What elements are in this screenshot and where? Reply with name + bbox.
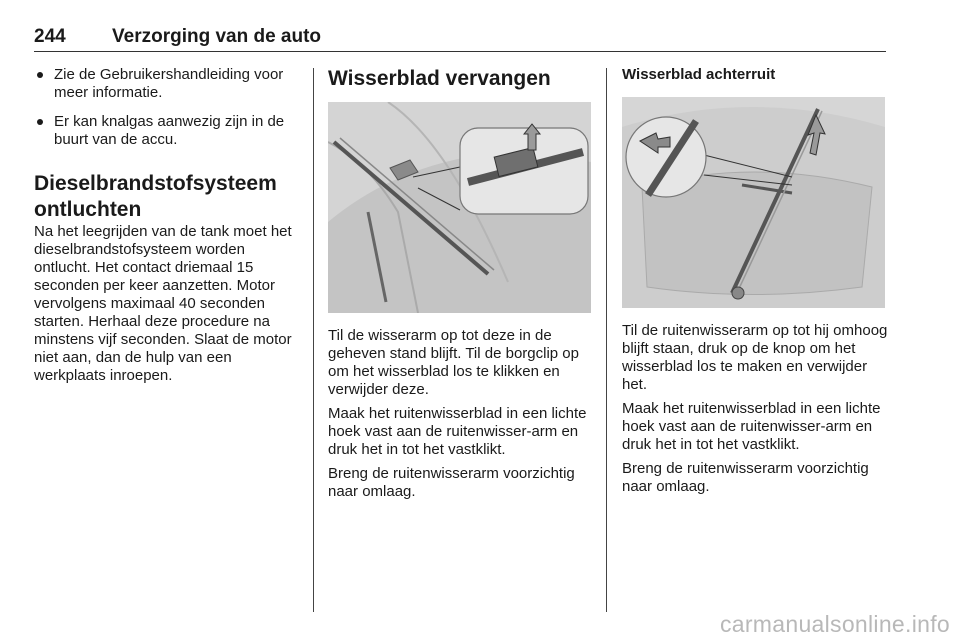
column-middle (328, 66, 594, 507)
instruction-paragraph: Maak het ruitenwisserblad in een lichte hoek vast aan de ruitenwisser-arm en druk het in tot het vastklikt. (328, 405, 587, 458)
page-number: 244 (34, 26, 66, 47)
instruction-paragraph: Til de wisserarm op tot deze in de geheven stand blijft. Til de borgclip op om het wisserblad los te klikken en verwijder deze. (328, 327, 579, 398)
bullet-item: Zie de Gebruikershandleiding voor meer informatie. (34, 66, 300, 102)
instruction-paragraph: Breng de ruitenwisserarm voorzichtig naar omlaag. (622, 460, 869, 495)
section-paragraph: Na het leegrijden van de tank moet het dieselbrandstofsysteem worden ontlucht. Het contact driemaal 15 seconden per keer aanzetten. Motor vervolgens maximaal 40 seconden starten. Herhaal deze procedure na minstens vijf seconden. Slaat de motor niet aan, dan de hulp van een werkplaats inroepen. (34, 223, 292, 384)
instruction-paragraph: Breng de ruitenwisserarm voorzichtig naar omlaag. (328, 465, 575, 500)
column-left (34, 66, 300, 391)
page-title: Verzorging van de auto (112, 26, 322, 47)
watermark: carmanualsonline.info (719, 611, 950, 637)
bullet-item: Er kan knalgas aanwezig zijn in de buurt van de accu. (34, 113, 300, 149)
bullet-icon (37, 119, 43, 125)
section-heading: Dieselbrandstofsysteem ontluchten (34, 172, 277, 221)
bullet-list (34, 66, 300, 149)
page-header (34, 26, 886, 52)
section-heading: Wisserblad achterruit (622, 66, 776, 83)
rear-wiper-figure (622, 97, 885, 308)
section-heading: Wisserblad vervangen (328, 67, 551, 90)
bullet-icon (37, 72, 43, 78)
instruction-paragraph: Maak het ruitenwisserblad in een lichte hoek vast aan de ruitenwisser-arm en druk het in tot het vastklikt. (622, 400, 881, 453)
column-divider (606, 68, 607, 612)
instruction-paragraph: Til de ruitenwisserarm op tot hij omhoog blijft staan, druk op de knop om het wisserblad los te maken en verwijder het. (622, 322, 888, 393)
column-divider (313, 68, 314, 612)
column-right (622, 66, 890, 502)
wiper-blade-figure (328, 102, 591, 313)
